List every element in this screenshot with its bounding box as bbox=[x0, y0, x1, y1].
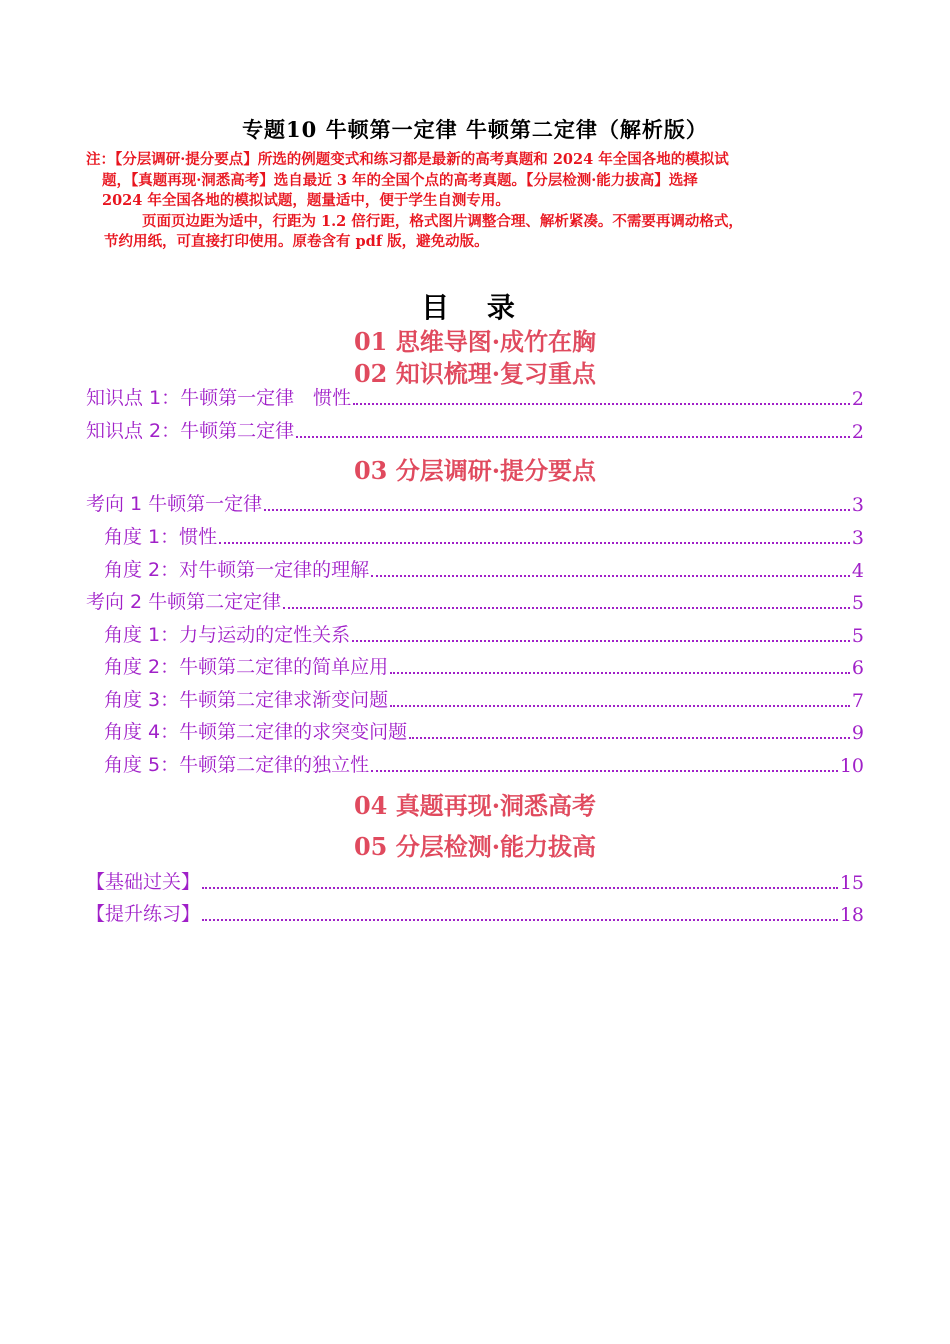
dot-leader bbox=[296, 435, 850, 438]
toc-entry[interactable] bbox=[86, 417, 864, 443]
toc-entry-page: 5 bbox=[851, 592, 864, 614]
note-line: 节约用纸，可直接打印使用。原卷含有 pdf 版，避免动版。 bbox=[104, 233, 489, 250]
toc-entry[interactable] bbox=[104, 718, 864, 744]
toc-entry[interactable] bbox=[104, 751, 864, 777]
toc-entry-label: 角度 1：力与运动的定性关系 bbox=[104, 624, 351, 646]
toc-entry-label: 考向 1 牛顿第一定律 bbox=[86, 493, 263, 515]
toc-entry[interactable] bbox=[104, 653, 864, 679]
toc-entry-label: 【基础过关】 bbox=[86, 871, 201, 893]
note-line: 注：【分层调研·提分要点】所选的例题变式和练习都是最新的高考真题和 2024 年全国各地的模拟试 bbox=[86, 151, 729, 168]
toc-section-02[interactable]: 02 知识梳理·复习重点 bbox=[353, 359, 597, 388]
toc-entry-label: 角度 2：牛顿第二定律的简单应用 bbox=[104, 656, 389, 678]
dot-leader bbox=[264, 508, 850, 511]
toc-entry[interactable] bbox=[104, 556, 864, 582]
toc-section-03[interactable]: 03 分层调研·提分要点 bbox=[353, 456, 597, 485]
toc-entry-label: 角度 4：牛顿第二定律的求突变问题 bbox=[104, 721, 408, 743]
toc-entry[interactable] bbox=[104, 686, 864, 712]
toc-heading: 目 录 bbox=[421, 291, 529, 324]
dot-leader bbox=[371, 574, 850, 577]
toc-entry[interactable] bbox=[86, 868, 864, 894]
toc-entry[interactable] bbox=[86, 384, 864, 410]
toc-section-04[interactable]: 04 真题再现·洞悉高考 bbox=[353, 791, 597, 820]
toc-entry-label: 角度 5：牛顿第二定律的独立性 bbox=[104, 754, 370, 776]
toc-entry-page: 18 bbox=[839, 904, 864, 926]
dot-leader bbox=[390, 671, 850, 674]
toc-entry-label: 角度 1：惯性 bbox=[104, 526, 218, 548]
document-title: 专题10 牛顿第一定律 牛顿第二定律（解析版） bbox=[242, 117, 708, 142]
toc-entry-page: 2 bbox=[851, 421, 864, 443]
toc-entry[interactable] bbox=[104, 523, 864, 549]
toc-entry-label: 角度 3：牛顿第二定律求渐变问题 bbox=[104, 689, 389, 711]
toc-entry-page: 6 bbox=[851, 657, 864, 679]
dot-leader bbox=[352, 639, 850, 642]
dot-leader bbox=[283, 606, 850, 609]
toc-section-05[interactable]: 05 分层检测·能力拔高 bbox=[353, 832, 597, 861]
dot-leader bbox=[202, 886, 838, 889]
toc-entry[interactable] bbox=[86, 588, 864, 614]
dot-leader bbox=[219, 541, 850, 544]
toc-entry-label: 考向 2 牛顿第二定定律 bbox=[86, 591, 282, 613]
toc-entry-page: 5 bbox=[851, 625, 864, 647]
toc-entry-page: 3 bbox=[851, 494, 864, 516]
dot-leader bbox=[353, 402, 850, 405]
toc-entry-page: 7 bbox=[851, 690, 864, 712]
toc-entry-page: 4 bbox=[851, 560, 864, 582]
dot-leader bbox=[202, 918, 838, 921]
toc-entry[interactable] bbox=[86, 900, 864, 926]
toc-entry[interactable] bbox=[86, 490, 864, 516]
note-line: 页面页边距为适中，行距为 1.2 倍行距，格式图片调整合理、解析紧凑。不需要再调动格式， bbox=[142, 212, 743, 230]
dot-leader bbox=[371, 769, 838, 772]
toc-entry-page: 3 bbox=[851, 527, 864, 549]
toc-entry-label: 角度 2：对牛顿第一定律的理解 bbox=[104, 559, 370, 581]
toc-entry[interactable] bbox=[104, 621, 864, 647]
toc-entry-label: 知识点 2：牛顿第二定律 bbox=[86, 420, 295, 442]
toc-entry-page: 15 bbox=[839, 872, 864, 894]
toc-entry-label: 【提升练习】 bbox=[86, 903, 201, 925]
dot-leader bbox=[390, 704, 850, 707]
note-line: 2024 年全国各地的模拟试题，题量适中，便于学生自测专用。 bbox=[102, 192, 510, 209]
usage-note bbox=[86, 150, 866, 253]
toc-entry-page: 10 bbox=[839, 755, 864, 777]
toc-entry-page: 9 bbox=[851, 722, 864, 744]
toc-entry-label: 知识点 1：牛顿第一定律 惯性 bbox=[86, 387, 352, 409]
toc-section-01[interactable]: 01 思维导图·成竹在胸 bbox=[353, 327, 597, 356]
toc-entry-page: 2 bbox=[851, 388, 864, 410]
dot-leader bbox=[409, 736, 850, 739]
note-line: 题，【真题再现·洞悉高考】选自最近 3 年的全国个点的高考真题。【分层检测·能力拔高】选择 bbox=[102, 171, 698, 189]
